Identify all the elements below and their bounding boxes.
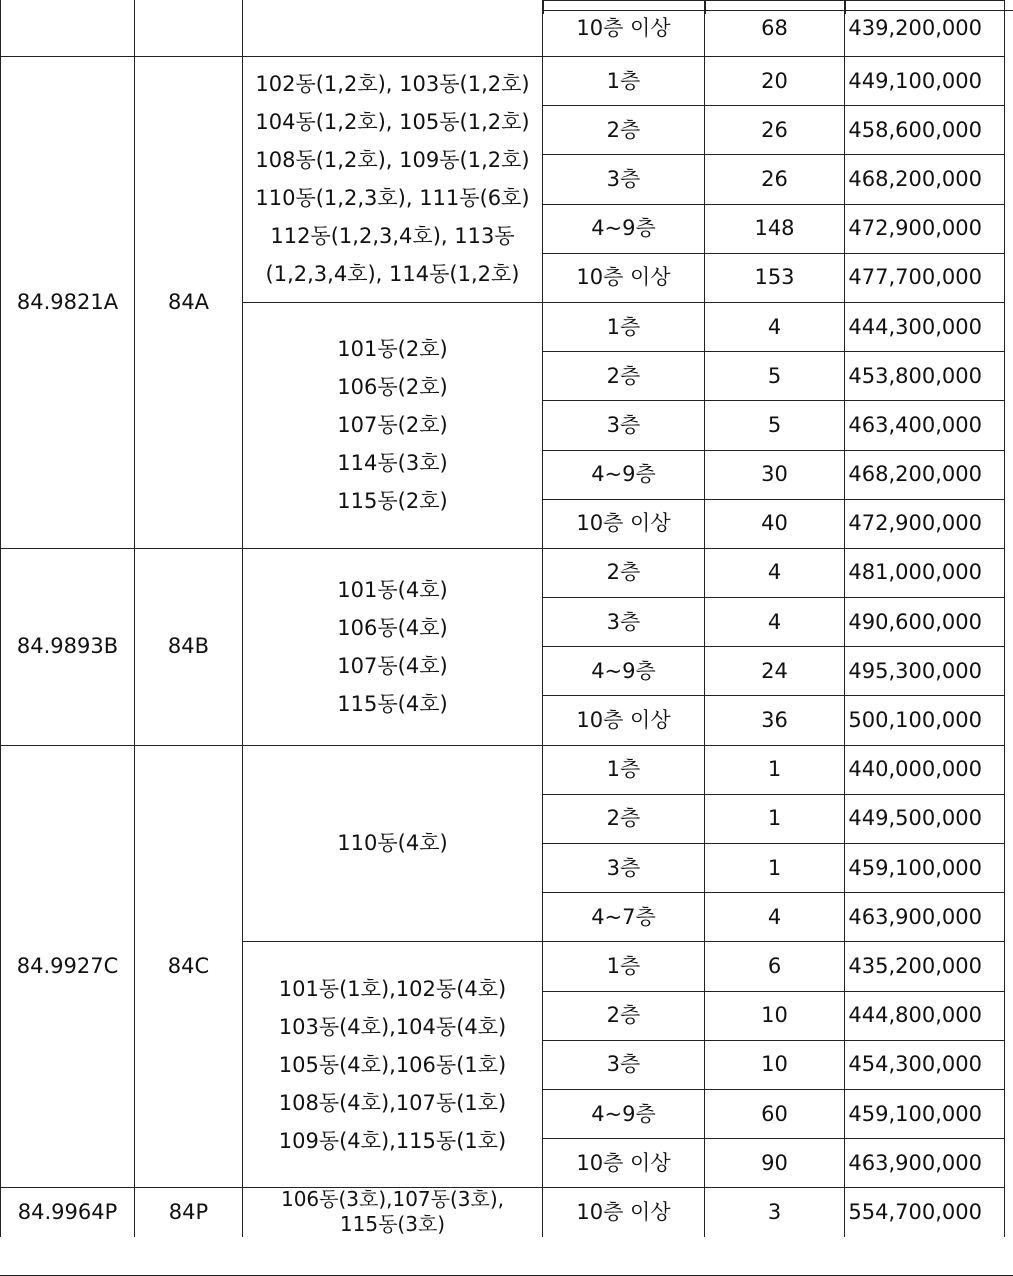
cell-units: 153 xyxy=(705,253,845,302)
cell-floor: 2층 xyxy=(543,794,705,843)
cell-price: 459,100,000 xyxy=(845,843,1005,892)
cell-dong-list xyxy=(243,302,543,548)
cell-floor: 10층 이상 xyxy=(543,253,705,302)
cell-floor: 4~9층 xyxy=(543,646,705,695)
dong-line: 106동(4호) xyxy=(337,615,448,640)
cell-units: 60 xyxy=(705,1089,845,1138)
dong-line: 110동(1,2,3호), 111동(6호) xyxy=(255,186,530,211)
cell-price: 477,700,000 xyxy=(845,253,1005,302)
cell-floor: 2층 xyxy=(543,105,705,154)
cell-price: 463,900,000 xyxy=(845,892,1005,941)
cell-floor: 10층 이상 xyxy=(543,1138,705,1187)
cell-floor: 4~7층 xyxy=(543,892,705,941)
cell-floor: 3층 xyxy=(543,843,705,892)
cell-price: 444,300,000 xyxy=(845,302,1005,351)
cell-dong-list xyxy=(243,1187,543,1236)
dong-line: 115동(4호) xyxy=(337,691,448,716)
cell-floor: 2층 xyxy=(543,991,705,1040)
cell-units: 36 xyxy=(705,695,845,744)
cell-floor: 1층 xyxy=(543,56,705,105)
cell-units: 4 xyxy=(705,892,845,941)
dong-line: 108동(4호),107동(1호) xyxy=(278,1090,507,1115)
cell-floor: 1층 xyxy=(543,302,705,351)
cell-type: 84A xyxy=(135,56,243,548)
cell-floor: 3층 xyxy=(543,400,705,449)
dong-line: 112동(1,2,3,4호), 113동 xyxy=(270,224,515,249)
dong-line: 107동(4호) xyxy=(337,653,448,678)
cell-units: 6 xyxy=(705,941,845,990)
dong-line: 101동(4호) xyxy=(337,577,448,602)
cell-units: 26 xyxy=(705,154,845,203)
dong-line: 115동(2호) xyxy=(337,489,448,514)
cell-dong-continued xyxy=(243,0,543,56)
cell-floor: 10층 이상 xyxy=(543,0,705,56)
cell-units: 40 xyxy=(705,499,845,548)
cell-area: 84.9927C xyxy=(0,745,135,1188)
cell-price: 554,700,000 xyxy=(845,1187,1005,1236)
dong-line: 104동(1,2호), 105동(1,2호) xyxy=(255,110,530,135)
cell-units: 26 xyxy=(705,105,845,154)
cell-price: 490,600,000 xyxy=(845,597,1005,646)
cell-type: 84C xyxy=(135,745,243,1188)
cell-price: 495,300,000 xyxy=(845,646,1005,695)
cell-units: 148 xyxy=(705,204,845,253)
cell-price: 458,600,000 xyxy=(845,105,1005,154)
cell-floor: 10층 이상 xyxy=(543,695,705,744)
cell-units: 4 xyxy=(705,548,845,597)
cell-price: 453,800,000 xyxy=(845,351,1005,400)
cell-price: 468,200,000 xyxy=(845,450,1005,499)
cell-units: 24 xyxy=(705,646,845,695)
cell-price: 463,900,000 xyxy=(845,1138,1005,1187)
cell-price: 449,100,000 xyxy=(845,56,1005,105)
dong-line: 102동(1,2호), 103동(1,2호) xyxy=(255,72,530,97)
cell-units: 30 xyxy=(705,450,845,499)
cell-floor: 3층 xyxy=(543,154,705,203)
cell-type-continued xyxy=(135,0,243,56)
cell-units: 10 xyxy=(705,991,845,1040)
dong-line: 110동(4호) xyxy=(337,831,448,855)
cell-floor: 1층 xyxy=(543,745,705,794)
cell-units: 3 xyxy=(705,1187,845,1236)
cell-price: 444,800,000 xyxy=(845,991,1005,1040)
cell-floor: 3층 xyxy=(543,1040,705,1089)
cell-floor: 4~9층 xyxy=(543,450,705,499)
cell-price: 439,200,000 xyxy=(845,0,1005,56)
cell-price: 463,400,000 xyxy=(845,400,1005,449)
cell-price: 468,200,000 xyxy=(845,154,1005,203)
cell-area: 84.9893B xyxy=(0,548,135,745)
cell-units: 68 xyxy=(705,0,845,56)
cell-units: 20 xyxy=(705,56,845,105)
cell-floor: 4~9층 xyxy=(543,1089,705,1138)
cell-price: 459,100,000 xyxy=(845,1089,1005,1138)
cell-units: 4 xyxy=(705,597,845,646)
dong-line: 115동(3호) xyxy=(339,1212,446,1237)
cell-area: 84.9821A xyxy=(0,56,135,548)
cell-floor: 2층 xyxy=(543,351,705,400)
cell-price: 435,200,000 xyxy=(845,941,1005,990)
cell-dong-list xyxy=(243,941,543,1187)
cell-units: 1 xyxy=(705,843,845,892)
cell-price: 454,300,000 xyxy=(845,1040,1005,1089)
dong-line: 101동(2호) xyxy=(337,337,448,362)
cell-floor: 2층 xyxy=(543,548,705,597)
dong-line: 107동(2호) xyxy=(337,413,448,438)
dong-line: 101동(1호),102동(4호) xyxy=(278,976,507,1001)
cell-units: 1 xyxy=(705,794,845,843)
dong-line: 108동(1,2호), 109동(1,2호) xyxy=(255,148,530,173)
dong-line: 106동(3호),107동(3호), xyxy=(280,1187,504,1212)
cell-area: 84.9964P xyxy=(0,1187,135,1236)
cell-floor: 10층 이상 xyxy=(543,1187,705,1236)
cell-units: 5 xyxy=(705,400,845,449)
dong-line: (1,2,3,4호), 114동(1,2호) xyxy=(265,262,520,287)
cell-floor: 1층 xyxy=(543,941,705,990)
cell-floor: 10층 이상 xyxy=(543,499,705,548)
cell-dong-list xyxy=(243,745,543,942)
dong-line: 106동(2호) xyxy=(337,375,448,400)
dong-line: 114동(3호) xyxy=(337,451,448,476)
cell-floor: 4~9층 xyxy=(543,204,705,253)
cell-price: 440,000,000 xyxy=(845,745,1005,794)
cell-price: 449,500,000 xyxy=(845,794,1005,843)
dong-line: 109동(4호),115동(1호) xyxy=(278,1128,507,1153)
dong-line: 103동(4호),104동(4호) xyxy=(278,1014,507,1039)
cell-area-continued xyxy=(0,0,135,56)
cell-dong-list xyxy=(243,548,543,745)
dong-line: 105동(4호),106동(1호) xyxy=(278,1052,507,1077)
cell-units: 4 xyxy=(705,302,845,351)
cell-type: 84P xyxy=(135,1187,243,1236)
cell-type: 84B xyxy=(135,548,243,745)
cell-price: 481,000,000 xyxy=(845,548,1005,597)
cell-price: 472,900,000 xyxy=(845,499,1005,548)
cell-price: 472,900,000 xyxy=(845,204,1005,253)
cell-price: 500,100,000 xyxy=(845,695,1005,744)
cell-units: 5 xyxy=(705,351,845,400)
cell-floor: 3층 xyxy=(543,597,705,646)
cell-units: 10 xyxy=(705,1040,845,1089)
cell-units: 1 xyxy=(705,745,845,794)
cell-dong-list xyxy=(243,56,543,302)
cell-units: 90 xyxy=(705,1138,845,1187)
